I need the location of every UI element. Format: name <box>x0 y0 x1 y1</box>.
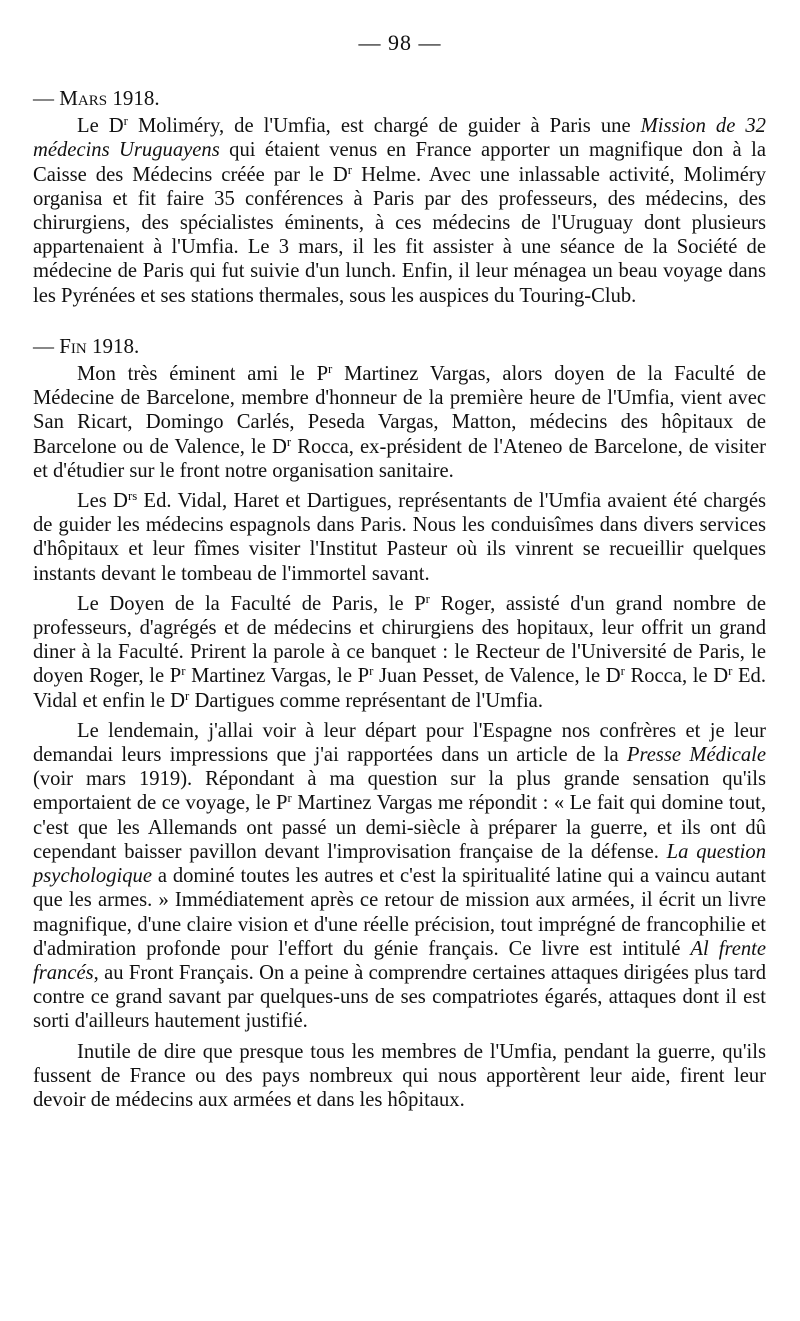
section-heading <box>33 334 766 358</box>
title-abbrev-superscript: r <box>620 664 625 679</box>
title-abbrev-superscript: r <box>185 688 190 703</box>
title-abbrev-superscript: r <box>425 591 430 606</box>
italic-text: Mission de 32 médecins Uruguayens <box>33 115 766 162</box>
paragraph-text: Mon très éminent ami le P <box>77 363 329 386</box>
paragraph-text: Le lendemain, j'allai voir à leur départ pour l'Espagne nos confrères et je leur demandai leurs impressions que j'ai rapportées dans un article de la <box>33 719 766 767</box>
paragraph-text: Rocca, ex-président de l'Ateneo de Barcelone, de visiter et d'étudier sur le front notre organisation sanitaire. <box>33 435 766 482</box>
italic-text: Al frente francés <box>33 937 766 984</box>
section-gap <box>33 308 766 334</box>
paragraph-text: Roger, assisté d'un grand nombre de professeurs, d'agrégés et de médecins et chirurgiens des hopitaux, leur offrit un grand diner à la Faculté. Prirent la parole à ce banquet : le Recteur de l'Université de Paris, le doyen Roger, le P <box>33 592 766 688</box>
italic-text: La question psychologique <box>33 840 767 888</box>
heading-year: 1918. <box>86 333 140 358</box>
paragraph-text: (voir mars 1919). Répondant à ma question sur la plus grande sensation qu'ils emportaient de ce voyage, le P <box>33 768 766 815</box>
paragraph-text: Moliméry, de l'Umfia, est chargé de guider à Paris une <box>127 115 641 138</box>
title-abbrev-superscript: r <box>369 664 374 679</box>
paragraph-text: Helme. Avec une inlassable activité, Moliméry organisa et fit faire 35 conférences à Paris par des professeurs, des médecins, des chirurgiens, des spécialistes éminents, à ces médecins de l'Uruguay dont plusieurs appartenaient à l'Umfia. Le 3 mars, il les fit assister à une séance de la Société de médecine de Paris qui fut suivie d'un lunch. Enfin, il leur ménagea un beau voyage dans les Pyrénées et ses stations thermales, sous les auspices du Touring-Club. <box>33 163 767 307</box>
title-abbrev-superscript: r <box>728 664 733 679</box>
title-abbrev-superscript: r <box>286 434 292 449</box>
paragraph-text: Rocca, le D <box>624 665 729 688</box>
paragraph-text: Juan Pesset, de Valence, le D <box>373 665 621 688</box>
heading-dash: — <box>33 86 60 110</box>
heading-dash: — <box>33 333 60 358</box>
title-abbrev-superscript: r <box>181 664 186 679</box>
title-abbrev-superscript: r <box>328 362 333 377</box>
paragraph-text: Martinez Vargas me répondit : « Le fait qui domine tout, c'est que les Allemands ont passé un demi-siècle à préparer la guerre, et ils ont dû cependant baisser pavillon devant l'improvisation française de la défense. <box>33 792 767 863</box>
body-paragraph <box>33 362 766 483</box>
italic-text: Presse Médicale <box>626 744 766 767</box>
paragraph-text: Le Doyen de la Faculté de Paris, le P <box>77 592 426 615</box>
paragraph-text: Martinez Vargas, le P <box>185 665 370 688</box>
page-number: — 98 — <box>358 30 442 55</box>
paragraph-text: Martinez Vargas, alors doyen de la Faculté de Médecine de Barcelone, membre d'honneur de la première heure de l'Umfia, vient avec San Ricart, Domingo Carlés, Peseda Vargas, Matton, médecins des hôpitaux de Barcelone ou de Valence, le D <box>33 363 766 458</box>
body-paragraph <box>33 592 766 713</box>
body-paragraph <box>33 114 766 308</box>
paragraph-text: Ed. Vidal, Haret et Dartigues, représentants de l'Umfia avaient été chargés de guider les médecins espagnols dans Paris. Nous les conduisîmes dans divers services d'hôpitaux et leur fîmes visiter l'Institut Pasteur où ils vinrent se recueillir quelques instants devant le tombeau de l'immortel savant. <box>33 490 766 585</box>
title-abbrev-superscript: rs <box>127 489 138 504</box>
paragraph-text: Ed. Vidal et enfin le D <box>33 665 766 712</box>
page-body <box>33 86 766 1112</box>
paragraph-text: Les D <box>77 490 128 513</box>
paragraph-text: a dominé toutes les autres et c'est la spiritualité latine qui a vaincu autant que les armes. » Immédiatement après ce retour de mission aux armées, il écrit un livre magnifique, d'une claire vision et d'une réelle précision, tout imprégné de francophilie et d'admiration profonde pour l'effort du génie français. Ce livre est intitulé <box>33 865 766 960</box>
body-paragraph <box>33 719 766 1034</box>
paragraph-text: , au Front Français. On a peine à comprendre certaines attaques dirigées plus tard contre ce grand savant par quelques-uns de ses compatriotes égarés, attaques dont il est sorti d'ailleurs hautement justifié. <box>33 961 766 1033</box>
paragraph-text: qui étaient venus en France apporter un magnifique don à la Caisse des Médecins créée par le D <box>33 139 766 186</box>
paragraph-text: Dartigues comme représentant de l'Umfia. <box>189 689 543 712</box>
heading-label: Mars <box>59 86 108 110</box>
heading-year: 1918. <box>107 86 160 110</box>
body-paragraph <box>33 489 766 586</box>
title-abbrev-superscript: r <box>287 791 292 806</box>
body-paragraph <box>33 1040 766 1113</box>
paragraph-text: Le D <box>77 115 124 138</box>
heading-label: Fin <box>59 333 87 358</box>
title-abbrev-superscript: r <box>123 114 128 129</box>
title-abbrev-superscript: r <box>347 162 353 177</box>
paragraph-text: Inutile de dire que presque tous les membres de l'Umfia, pendant la guerre, qu'ils fussent de France ou des pays nombreux qui nous apportèrent leur aide, firent leur devoir de médecins aux armées et dans les hôpitaux. <box>33 1040 766 1111</box>
section-heading <box>33 86 766 110</box>
